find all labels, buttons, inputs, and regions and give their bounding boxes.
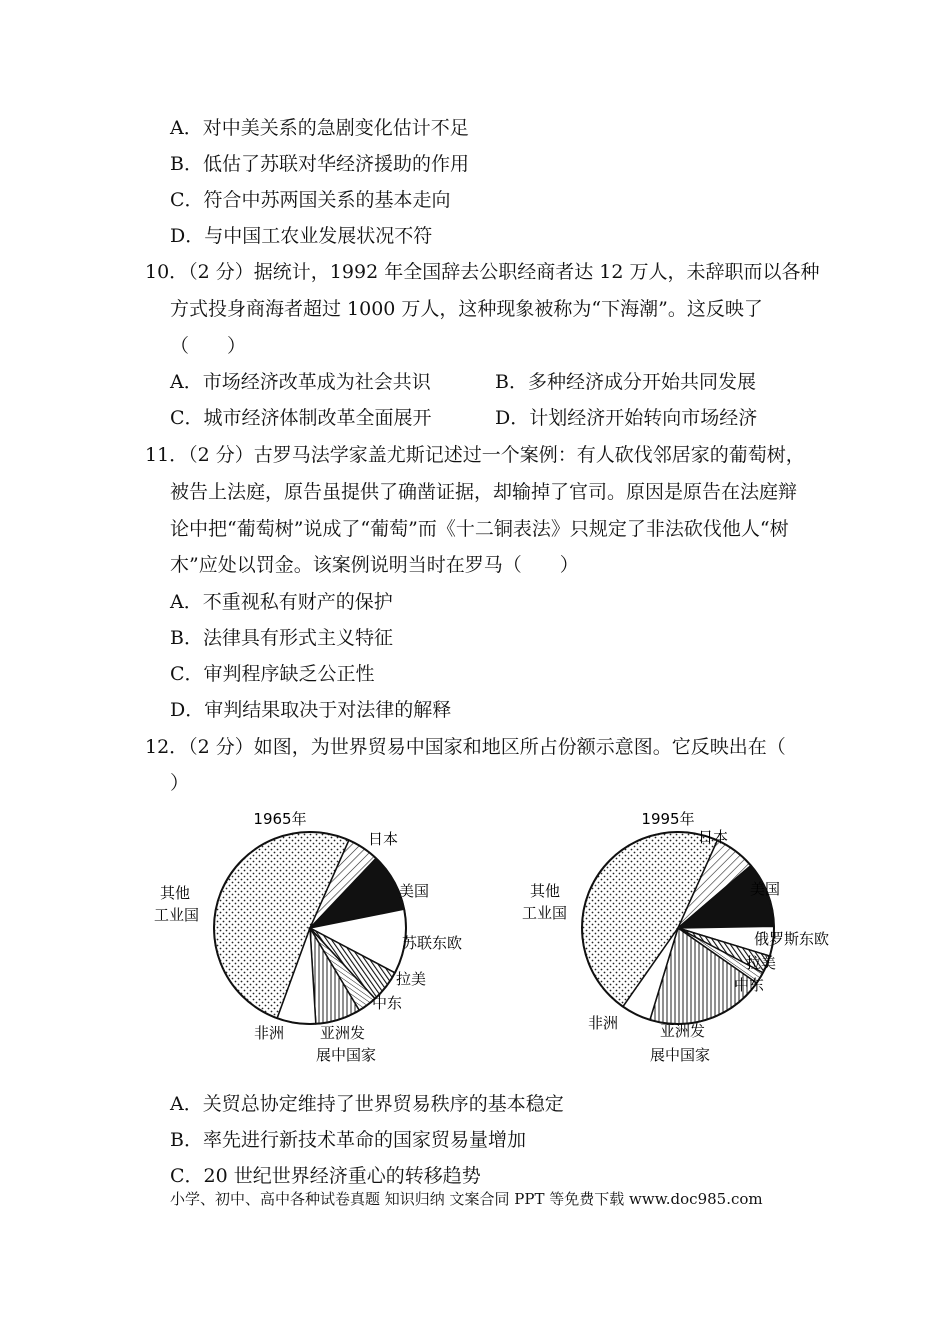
pie-1995-title: 1995年 <box>641 810 695 828</box>
pie-1995-label-asia-2: 展中国家 <box>650 1046 711 1064</box>
pie-1965-label-asia-1: 亚洲发 <box>320 1024 366 1042</box>
q12-option-a: A．关贸总协定维持了世界贸易秩序的基本稳定 <box>170 1093 564 1115</box>
q10-stem-line3: （ ） <box>170 335 247 357</box>
q11-option-d: D．审判结果取决于对法律的解释 <box>170 699 452 721</box>
q12-stem-line1: 12．（2 分）如图，为世界贸易中国家和地区所占份额示意图。它反映出在（ <box>145 736 786 758</box>
pie-1995-label-usa: 美国 <box>750 880 781 898</box>
pie-1965-label-other-1: 其他 <box>160 884 191 902</box>
pie-1965-label-asia-2: 展中国家 <box>316 1046 377 1064</box>
pie-1995 <box>582 832 777 1024</box>
q11-stem-line1: 11．（2 分）古罗马法学家盖尤斯记述过一个案例：有人砍伐邻居家的葡萄树， <box>145 444 805 466</box>
q10-option-d: D．计划经济开始转向市场经济 <box>495 407 758 429</box>
pie-1965-label-ussr: 苏联东欧 <box>402 934 463 952</box>
q11-stem-line2: 被告上法庭，原告虽提供了确凿证据，却输掉了官司。原因是原告在法庭辩 <box>170 481 798 503</box>
pie-1965-label-usa: 美国 <box>399 882 430 900</box>
pie-1965-label-africa: 非洲 <box>254 1024 285 1042</box>
q10-option-c: C．城市经济体制改革全面展开 <box>170 407 432 429</box>
q12-option-b: B．率先进行新技术革命的国家贸易量增加 <box>170 1129 526 1151</box>
q10-option-a: A．市场经济改革成为社会共识 <box>170 371 431 393</box>
q10-stem-line1: 10．（2 分）据统计，1992 年全国辞去公职经商者达 12 万人，未辞职而以各种 <box>145 261 820 283</box>
q9-option-a: A．对中美关系的急剧变化估计不足 <box>170 117 469 139</box>
q9-option-b: B．低估了苏联对华经济援助的作用 <box>170 153 469 175</box>
q9-option-d: D．与中国工农业发展状况不符 <box>170 225 433 247</box>
pie-1995-label-russia: 俄罗斯东欧 <box>754 930 830 948</box>
pie-1965-label-japan: 日本 <box>368 830 399 848</box>
q9-option-c: C．符合中苏两国关系的基本走向 <box>170 189 451 211</box>
q11-option-b: B．法律具有形式主义特征 <box>170 627 393 649</box>
q11-stem-line4: 木”应处以罚金。该案例说明当时在罗马（ ） <box>170 554 579 576</box>
q11-stem-line3: 论中把“葡萄树”说成了“葡萄”而《十二铜表法》只规定了非法砍伐他人“树 <box>170 518 789 540</box>
pie-1995-label-latam: 拉美 <box>746 954 777 972</box>
pie-1995-label-asia-1: 亚洲发 <box>660 1022 706 1040</box>
pie-chart-figure <box>150 800 870 1070</box>
q11-option-c: C．审判程序缺乏公正性 <box>170 663 375 685</box>
pie-1995-label-other-2: 工业国 <box>522 904 568 922</box>
q12-stem-line2: ） <box>170 772 190 794</box>
q10-stem-line2: 方式投身商海者超过 1000 万人，这种现象被称为“下海潮”。这反映了 <box>170 298 763 320</box>
pie-1995-label-japan: 日本 <box>698 828 729 846</box>
pie-1995-label-other-1: 其他 <box>530 882 561 900</box>
footer-text: 小学、初中、高中各种试卷真题 知识归纳 文案合同 PPT 等免费下载 www.doc985.com <box>170 1190 763 1208</box>
q12-option-c: C．20 世纪世界经济重心的转移趋势 <box>170 1165 481 1187</box>
pie-1965-title: 1965年 <box>253 810 307 828</box>
pie-1965-label-mideast: 中东 <box>372 994 403 1012</box>
pie-1965-label-latam: 拉美 <box>396 970 427 988</box>
pie-1965-label-other-2: 工业国 <box>154 906 200 924</box>
pie-1995-label-africa: 非洲 <box>588 1014 619 1032</box>
pie-1995-label-mideast: 中东 <box>734 976 765 994</box>
q11-option-a: A．不重视私有财产的保护 <box>170 591 393 613</box>
q10-option-b: B．多种经济成分开始共同发展 <box>495 371 756 393</box>
